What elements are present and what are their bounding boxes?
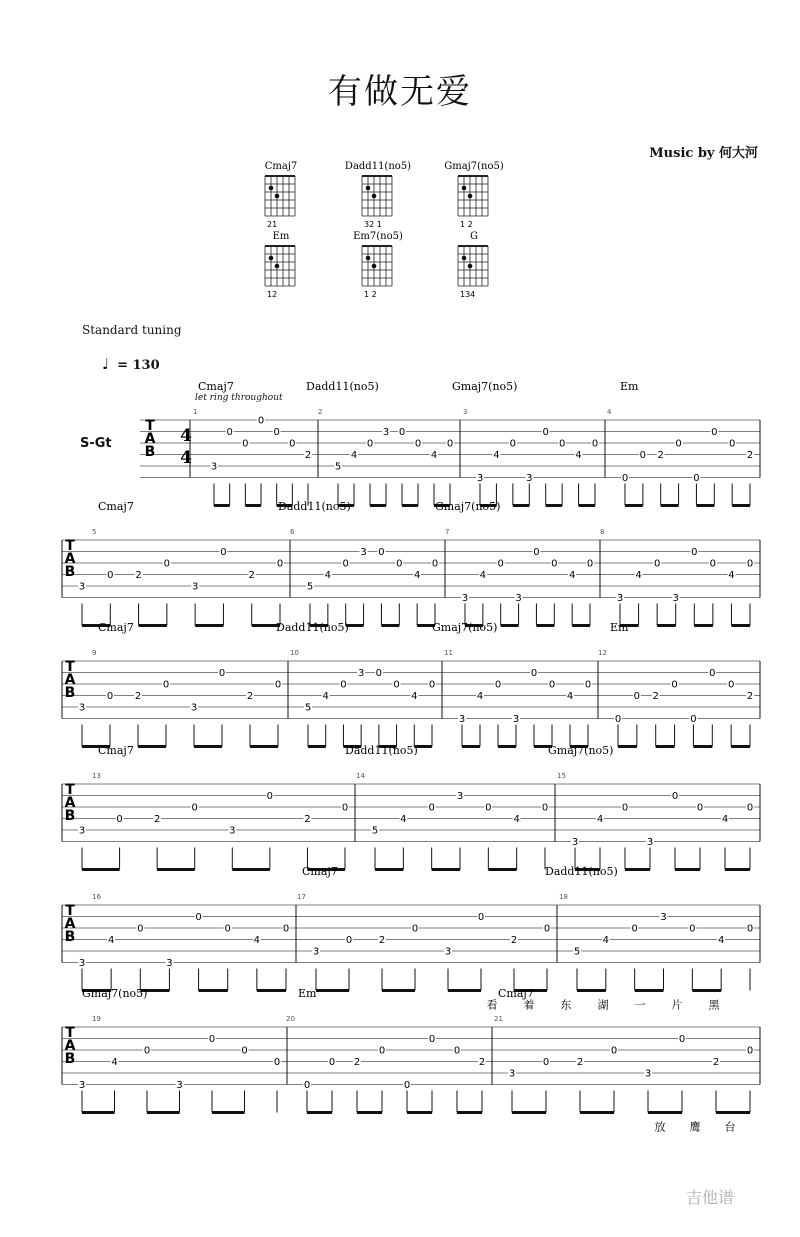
fret-number: 0 [728, 438, 736, 450]
fret-number: 3 [508, 1068, 516, 1080]
chord-name: Gmaj7(no5) [548, 744, 614, 757]
fret-number: 0 [143, 1045, 151, 1057]
fret-number: 0 [509, 438, 517, 450]
chord-fingering: 1 2 [460, 220, 473, 229]
chord-name: Cmaj7 [98, 621, 134, 634]
chord-diagram-name: Em [272, 231, 290, 242]
fret-number: 0 [543, 923, 551, 935]
composer-credit: Music by 何大河 [649, 146, 758, 161]
fret-number: 0 [497, 558, 504, 570]
fret-number: 3 [191, 581, 199, 593]
fret-number: 4 [575, 450, 582, 461]
fret-number: 0 [282, 923, 290, 935]
fret-number: 2 [304, 814, 311, 825]
fret-number: 0 [273, 427, 280, 438]
fret-number: 3 [571, 837, 579, 848]
lyric-word: 片 [671, 998, 683, 1012]
tab-clef-letter: A [144, 431, 156, 447]
chord-name: Cmaj7 [302, 865, 338, 878]
lyric-word: 湖 [597, 998, 609, 1012]
measure-number: 4 [607, 408, 612, 416]
fret-number: 0 [746, 1045, 754, 1057]
fret-number: 4 [596, 814, 604, 825]
fret-number: 4 [602, 935, 610, 946]
tab-clef-letter: B [144, 444, 156, 460]
watermark-text: 吉他谱 [686, 1188, 735, 1207]
fret-number: 0 [241, 1045, 248, 1057]
fret-number: 0 [696, 802, 704, 814]
fret-number: 3 [458, 714, 466, 725]
measure-number: 18 [559, 893, 568, 901]
fret-number: 0 [224, 923, 231, 935]
finger-dot [372, 194, 377, 199]
fret-number: 0 [548, 679, 556, 691]
let-ring-instruction: let ring throughout [195, 393, 283, 403]
fret-number: 0 [453, 1045, 461, 1057]
fret-number: 5 [573, 946, 581, 958]
fret-number: 0 [446, 438, 454, 450]
fret-number: 0 [218, 668, 226, 679]
tab-clef-letter: A [64, 1038, 76, 1054]
fret-number: 4 [721, 814, 729, 825]
fret-number: 4 [350, 450, 358, 461]
lyric-word: 放 [654, 1120, 666, 1134]
fret-number: 0 [398, 427, 406, 438]
measure-number: 14 [356, 772, 365, 780]
chord-diagram-name: Dadd11(no5) [344, 161, 412, 172]
fret-number: 4 [324, 570, 332, 581]
measure-number: 2 [318, 408, 323, 416]
fret-number: 0 [671, 679, 678, 691]
fret-number: 0 [273, 1057, 281, 1068]
fret-number: 3 [78, 1080, 86, 1091]
fret-number: 0 [631, 923, 638, 935]
fret-number: 0 [345, 935, 353, 946]
fret-number: 0 [691, 547, 698, 558]
chord-name: Dadd11(no5) [345, 744, 418, 757]
measure-number: 9 [92, 649, 97, 657]
chord-diagram-name: Em7(no5) [353, 231, 403, 242]
tab-clef-letter: T [65, 782, 75, 798]
fret-number: 3 [382, 427, 390, 438]
fret-number: 0 [396, 558, 403, 570]
fret-number: 0 [403, 1080, 411, 1091]
fret-number: 0 [220, 547, 227, 558]
fret-number: 0 [137, 923, 144, 935]
lyric-word: 台 [724, 1120, 736, 1134]
fret-number: 0 [709, 668, 716, 679]
fret-number: 0 [341, 802, 349, 814]
fret-number: 0 [693, 473, 700, 484]
fret-number: 0 [746, 923, 754, 935]
fret-number: 2 [134, 691, 142, 702]
fret-number: 4 [111, 1057, 118, 1068]
lyric-word: 着 [523, 998, 535, 1012]
chord-name: Gmaj7(no5) [82, 987, 148, 1000]
fret-number: 0 [746, 802, 754, 814]
fret-number: 0 [162, 679, 170, 691]
fret-number: 4 [413, 570, 421, 581]
fret-number: 3 [444, 946, 452, 958]
fret-number: 0 [675, 438, 682, 450]
fret-number: 2 [135, 570, 142, 581]
time-signature-bottom: 4 [180, 448, 192, 468]
fret-number: 0 [639, 450, 647, 461]
finger-dot [372, 264, 377, 269]
finger-dot [275, 264, 280, 269]
fret-number: 2 [478, 1057, 486, 1068]
tab-clef-letter: T [145, 418, 155, 434]
song-title: 有做无爱 [328, 72, 472, 112]
measure-number: 17 [297, 893, 306, 901]
finger-dot [468, 194, 473, 199]
tab-clef-letter: T [65, 1025, 75, 1041]
fret-number: 4 [717, 935, 725, 946]
fret-number: 0 [709, 558, 717, 570]
fret-number: 2 [746, 691, 754, 702]
chord-fingering: 1 2 [364, 290, 377, 299]
fret-number: 0 [653, 558, 661, 570]
fret-number: 2 [248, 570, 255, 581]
fret-number: 2 [304, 450, 312, 461]
tab-clef-letter: T [65, 538, 75, 554]
tab-clef-letter: T [65, 903, 75, 919]
fret-number: 0 [541, 802, 549, 814]
fret-number: 0 [366, 438, 374, 450]
fret-number: 0 [428, 679, 436, 691]
fret-number: 0 [106, 691, 114, 702]
fret-number: 0 [711, 427, 718, 438]
fret-number: 0 [584, 679, 592, 691]
fret-number: 2 [510, 935, 518, 946]
chord-name: Em [610, 621, 629, 634]
finger-dot [468, 264, 473, 269]
fret-number: 0 [342, 558, 349, 570]
fret-number: 0 [378, 1045, 386, 1057]
measure-number: 13 [92, 772, 101, 780]
fret-number: 3 [78, 958, 86, 969]
fret-number: 2 [657, 450, 664, 461]
fret-number: 0 [746, 558, 754, 570]
chord-name: Dadd11(no5) [545, 865, 618, 878]
chord-name: Em [620, 380, 639, 393]
fret-number: 0 [411, 923, 419, 935]
fret-number: 3 [78, 581, 86, 593]
fret-number: 3 [456, 791, 464, 802]
fret-number: 3 [190, 702, 198, 714]
fret-number: 0 [431, 558, 439, 570]
fret-number: 4 [411, 691, 418, 702]
fret-number: 4 [430, 450, 438, 461]
fret-number: 0 [226, 427, 233, 438]
measure-number: 21 [494, 1015, 503, 1023]
fret-number: 4 [400, 814, 407, 825]
tab-clef-letter: B [64, 929, 76, 945]
fret-number: 0 [274, 679, 282, 691]
lyric-word: 看 [486, 998, 498, 1012]
tab-clef-letter: B [64, 1051, 76, 1067]
fret-number: 4 [479, 570, 487, 581]
fret-number: 4 [322, 691, 329, 702]
fret-number: 3 [357, 668, 365, 679]
fret-number: 0 [689, 923, 696, 935]
fret-number: 2 [712, 1057, 720, 1068]
finger-dot [275, 194, 280, 199]
measure-number: 12 [598, 649, 607, 657]
fret-number: 0 [678, 1034, 686, 1045]
fret-number: 0 [485, 802, 492, 814]
chord-fingering: 134 [460, 290, 476, 299]
fret-number: 0 [428, 1034, 436, 1045]
tempo-value: = 130 [117, 358, 160, 373]
chord-name: Gmaj7(no5) [452, 380, 518, 393]
fret-number: 0 [163, 558, 171, 570]
fret-number: 3 [360, 547, 367, 558]
tab-clef-letter: B [64, 808, 76, 824]
fret-number: 0 [542, 427, 549, 438]
finger-dot [269, 256, 274, 261]
tab-clef-letter: A [64, 795, 76, 811]
finger-dot [462, 186, 467, 191]
tab-clef-letter: A [64, 551, 76, 567]
fret-number: 4 [513, 814, 520, 825]
tab-clef-letter: A [64, 916, 76, 932]
fret-number: 0 [257, 415, 265, 427]
fret-number: 3 [476, 473, 484, 484]
chord-name: Dadd11(no5) [276, 621, 349, 634]
fret-number: 3 [512, 714, 520, 725]
lyric-word: 一 [634, 998, 646, 1012]
fret-number: 0 [107, 570, 114, 581]
lyric-word: 鹰 [689, 1120, 701, 1134]
fret-number: 2 [652, 691, 659, 702]
fret-number: 0 [533, 547, 540, 558]
tab-clef-letter: B [64, 564, 76, 580]
fret-number: 4 [107, 935, 115, 946]
fret-number: 2 [378, 935, 386, 946]
fret-number: 3 [312, 946, 320, 958]
fret-number: 4 [728, 570, 735, 581]
fret-number: 4 [566, 691, 574, 702]
fret-number: 3 [229, 825, 236, 837]
lyric-word: 东 [560, 998, 572, 1012]
chord-fingering: 21 [267, 220, 278, 229]
fret-number: 0 [671, 791, 679, 802]
measure-number: 7 [445, 528, 450, 536]
fret-number: 3 [644, 1068, 652, 1080]
chord-name: Dadd11(no5) [306, 380, 379, 393]
fret-number: 0 [621, 802, 629, 814]
fret-number: 0 [551, 558, 558, 570]
fret-number: 0 [289, 438, 296, 450]
fret-number: 2 [353, 1057, 361, 1068]
chord-name: Cmaj7 [198, 380, 234, 393]
fret-number: 0 [542, 1057, 550, 1068]
fret-number: 3 [78, 825, 86, 837]
fret-number: 2 [576, 1057, 584, 1068]
tab-clef-letter: B [64, 685, 76, 701]
fret-number: 3 [78, 702, 86, 714]
fret-number: 4 [635, 570, 642, 581]
fret-number: 5 [304, 702, 312, 714]
fret-number: 0 [116, 814, 123, 825]
measure-number: 20 [286, 1015, 295, 1023]
measure-number: 5 [92, 528, 97, 536]
fret-number: 0 [727, 679, 735, 691]
measure-number: 19 [92, 1015, 101, 1023]
measure-number: 15 [557, 772, 566, 780]
fret-number: 0 [621, 473, 629, 484]
fret-number: 0 [340, 679, 347, 691]
measure-number: 11 [444, 649, 453, 657]
fret-number: 5 [371, 825, 379, 837]
fret-number: 0 [690, 714, 697, 725]
measure-number: 3 [463, 408, 468, 416]
fret-number: 3 [672, 593, 679, 604]
measure-number: 16 [92, 893, 101, 901]
fret-number: 3 [660, 912, 667, 923]
tab-clef-letter: T [65, 659, 75, 675]
chord-name: Cmaj7 [498, 987, 534, 1000]
chord-name: Cmaj7 [98, 744, 134, 757]
fret-number: 0 [494, 679, 502, 691]
fret-number: 0 [208, 1034, 216, 1045]
chord-name: Em [298, 987, 317, 1000]
chord-name: Cmaj7 [98, 500, 134, 513]
fret-number: 3 [166, 958, 173, 969]
tuning-label: Standard tuning [82, 323, 182, 337]
finger-dot [366, 186, 371, 191]
time-signature-top: 4 [180, 426, 192, 446]
chord-fingering: 12 [267, 290, 278, 299]
chord-fingering: 32 1 [364, 220, 382, 229]
fret-number: 0 [242, 438, 249, 450]
quarter-note-icon: ♩ [102, 355, 110, 373]
fret-number: 3 [616, 593, 624, 604]
finger-dot [462, 256, 467, 261]
measure-number: 6 [290, 528, 295, 536]
fret-number: 4 [568, 570, 576, 581]
chord-diagram-name: G [470, 231, 478, 242]
fret-number: 0 [328, 1057, 336, 1068]
fret-number: 3 [515, 593, 522, 604]
chord-diagram-name: Cmaj7 [264, 161, 298, 172]
fret-number: 2 [746, 450, 754, 461]
fret-number: 0 [633, 691, 641, 702]
fret-number: 0 [375, 668, 383, 679]
lyric-word: 黑 [708, 998, 720, 1012]
measure-number: 8 [600, 528, 605, 536]
fret-number: 0 [303, 1080, 311, 1091]
fret-number: 0 [266, 791, 274, 802]
chord-name: Gmaj7(no5) [435, 500, 501, 513]
fret-number: 0 [586, 558, 594, 570]
fret-number: 0 [530, 668, 538, 679]
fret-number: 3 [176, 1080, 183, 1091]
fret-number: 3 [461, 593, 469, 604]
fret-number: 2 [246, 691, 254, 702]
fret-number: 0 [610, 1045, 618, 1057]
fret-number: 0 [191, 802, 198, 814]
fret-number: 0 [195, 912, 202, 923]
fret-number: 0 [393, 679, 400, 691]
fret-number: 0 [428, 802, 435, 814]
finger-dot [366, 256, 371, 261]
fret-number: 0 [558, 438, 566, 450]
fret-number: 3 [210, 461, 218, 473]
chord-diagram-name: Gmaj7(no5) [444, 161, 504, 172]
instrument-label: S-Gt [80, 436, 112, 451]
measure-number: 1 [193, 408, 198, 416]
fret-number: 4 [493, 450, 500, 461]
measure-number: 10 [290, 649, 299, 657]
fret-number: 5 [334, 461, 342, 473]
fret-number: 0 [477, 912, 485, 923]
fret-number: 4 [476, 691, 484, 702]
chord-name: Dadd11(no5) [278, 500, 351, 513]
fret-number: 0 [591, 438, 599, 450]
fret-number: 0 [614, 714, 622, 725]
fret-number: 0 [378, 547, 385, 558]
fret-number: 3 [646, 837, 654, 848]
tab-clef-letter: A [64, 672, 76, 688]
fret-number: 5 [306, 581, 314, 593]
fret-number: 3 [526, 473, 533, 484]
fret-number: 0 [276, 558, 284, 570]
fret-number: 4 [253, 935, 261, 946]
chord-name: Gmaj7(no5) [432, 621, 498, 634]
fret-number: 2 [153, 814, 161, 825]
finger-dot [269, 186, 274, 191]
fret-number: 0 [414, 438, 422, 450]
